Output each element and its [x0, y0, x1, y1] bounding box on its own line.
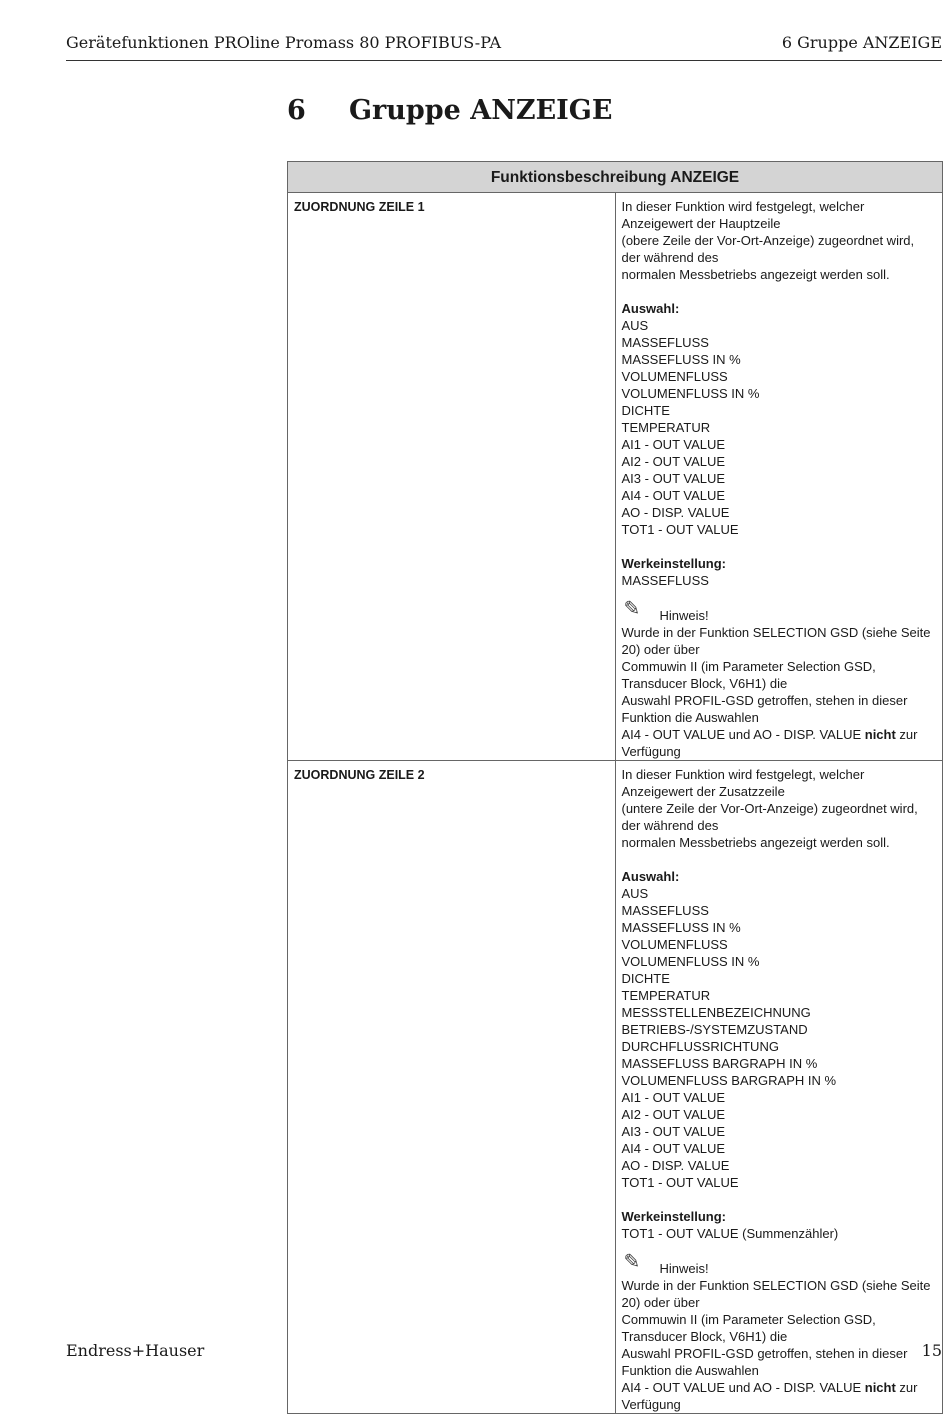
- option-item: TEMPERATUR: [621, 420, 711, 435]
- chapter-heading: [287, 95, 612, 126]
- option-item: AO - DISP. VALUE: [621, 505, 730, 520]
- option-item: AI3 - OUT VALUE: [621, 471, 726, 486]
- option-item: AI1 - OUT VALUE: [621, 1090, 726, 1105]
- note-line: [622, 1379, 933, 1413]
- table-heading: Funktionsbeschreibung ANZEIGE: [288, 162, 943, 193]
- table-heading-row: [288, 162, 943, 193]
- default-label: Werkeinstellung:: [621, 556, 727, 571]
- option-item: VOLUMENFLUSS IN %: [621, 954, 760, 969]
- note-block: [622, 599, 933, 760]
- option-item: MASSEFLUSS BARGRAPH IN %: [621, 1056, 818, 1071]
- pencil-icon: ✎: [623, 1251, 641, 1273]
- option-item: AI4 - OUT VALUE: [621, 488, 726, 503]
- option-item: AO - DISP. VALUE: [621, 1158, 730, 1173]
- option-item: VOLUMENFLUSS IN %: [621, 386, 760, 401]
- description-line: In dieser Funktion wird festgelegt, welcher Anzeigewert der Hauptzeile: [621, 199, 865, 231]
- option-item: VOLUMENFLUSS: [621, 369, 728, 384]
- option-item: MESSSTELLENBEZEICHNUNG: [621, 1005, 811, 1020]
- spacer: [622, 851, 933, 868]
- pencil-icon: ✎: [623, 598, 641, 620]
- spacer: [622, 283, 933, 300]
- note-header: [622, 599, 933, 624]
- option-item: VOLUMENFLUSS: [621, 937, 728, 952]
- note-line: Auswahl PROFIL-GSD getroffen, stehen in dieser Funktion die Auswahlen: [621, 693, 908, 725]
- note-title: Hinweis!: [659, 1261, 709, 1276]
- function-description-cell: [615, 193, 943, 761]
- note-line: Auswahl PROFIL-GSD getroffen, stehen in dieser Funktion die Auswahlen: [621, 1346, 908, 1378]
- option-item: DICHTE: [621, 403, 670, 418]
- function-name-cell: [288, 761, 616, 1414]
- note-text: zur Verfügung: [621, 727, 918, 759]
- function-name: ZUORDNUNG ZEILE 2: [294, 768, 425, 782]
- table-row: [288, 193, 943, 761]
- option-item: MASSEFLUSS: [621, 903, 709, 918]
- function-name: ZUORDNUNG ZEILE 1: [294, 200, 425, 214]
- note-text: AI4 - OUT VALUE und AO - DISP. VALUE: [621, 727, 865, 742]
- description-line: normalen Messbetriebs angezeigt werden soll.: [621, 267, 890, 282]
- default-value: MASSEFLUSS: [621, 573, 709, 588]
- description-line: (untere Zeile der Vor-Ort-Anzeige) zugeordnet wird, der während des: [621, 801, 918, 833]
- header-section-title: 6 Gruppe ANZEIGE: [781, 33, 942, 52]
- table-row: [288, 761, 943, 1414]
- option-item: AI1 - OUT VALUE: [621, 437, 726, 452]
- description-line: (obere Zeile der Vor-Ort-Anzeige) zugeordnet wird, der während des: [621, 233, 915, 265]
- chapter-number: 6: [287, 95, 306, 126]
- note-line: Wurde in der Funktion SELECTION GSD (siehe Seite 20) oder über: [621, 1278, 931, 1310]
- note-line: Commuwin II (im Parameter Selection GSD, Transducer Block, V6H1) die: [621, 659, 876, 691]
- option-item: AUS: [621, 886, 649, 901]
- option-item: AI2 - OUT VALUE: [621, 454, 726, 469]
- note-line: [622, 726, 933, 760]
- note-line: Commuwin II (im Parameter Selection GSD, Transducer Block, V6H1) die: [621, 1312, 876, 1344]
- option-item: TOT1 - OUT VALUE: [621, 1175, 739, 1190]
- note-emphasis: nicht: [864, 727, 896, 742]
- note-block: [622, 1252, 933, 1413]
- spacer: [622, 1191, 933, 1208]
- option-item: DURCHFLUSSRICHTUNG: [621, 1039, 779, 1054]
- option-item: MASSEFLUSS IN %: [621, 352, 741, 367]
- options-list: [622, 885, 933, 1191]
- option-item: AI4 - OUT VALUE: [621, 1141, 726, 1156]
- page-number: 15: [921, 1341, 942, 1360]
- page-footer: [66, 1341, 942, 1360]
- note-title: Hinweis!: [659, 608, 709, 623]
- option-item: MASSEFLUSS IN %: [621, 920, 741, 935]
- function-name-cell: [288, 193, 616, 761]
- note-line: Wurde in der Funktion SELECTION GSD (siehe Seite 20) oder über: [621, 625, 931, 657]
- header-document-title: Gerätefunktionen PROline Promass 80 PROFIBUS-PA: [66, 33, 502, 52]
- function-table: [287, 161, 943, 1414]
- note-text: zur Verfügung: [621, 1380, 918, 1412]
- function-description-cell: [615, 761, 943, 1414]
- selection-label: Auswahl:: [621, 869, 680, 884]
- description-line: In dieser Funktion wird festgelegt, welcher Anzeigewert der Zusatzzeile: [621, 767, 865, 799]
- option-item: DICHTE: [621, 971, 670, 986]
- option-item: AUS: [621, 318, 649, 333]
- option-item: TEMPERATUR: [621, 988, 711, 1003]
- default-value: TOT1 - OUT VALUE (Summenzähler): [621, 1226, 839, 1241]
- option-item: MASSEFLUSS: [621, 335, 709, 350]
- option-item: BETRIEBS-/SYSTEMZUSTAND: [621, 1022, 808, 1037]
- note-header: [622, 1252, 933, 1277]
- options-list: [622, 317, 933, 538]
- option-item: VOLUMENFLUSS BARGRAPH IN %: [621, 1073, 837, 1088]
- note-emphasis: nicht: [864, 1380, 896, 1395]
- spacer: [622, 538, 933, 555]
- description-line: normalen Messbetriebs angezeigt werden soll.: [621, 835, 890, 850]
- option-item: TOT1 - OUT VALUE: [621, 522, 739, 537]
- chapter-title: Gruppe ANZEIGE: [349, 95, 613, 126]
- option-item: AI2 - OUT VALUE: [621, 1107, 726, 1122]
- page-header: [66, 30, 942, 61]
- footer-brand: Endress+Hauser: [66, 1341, 205, 1360]
- note-text: AI4 - OUT VALUE und AO - DISP. VALUE: [621, 1380, 865, 1395]
- option-item: AI3 - OUT VALUE: [621, 1124, 726, 1139]
- default-label: Werkeinstellung:: [621, 1209, 727, 1224]
- selection-label: Auswahl:: [621, 301, 680, 316]
